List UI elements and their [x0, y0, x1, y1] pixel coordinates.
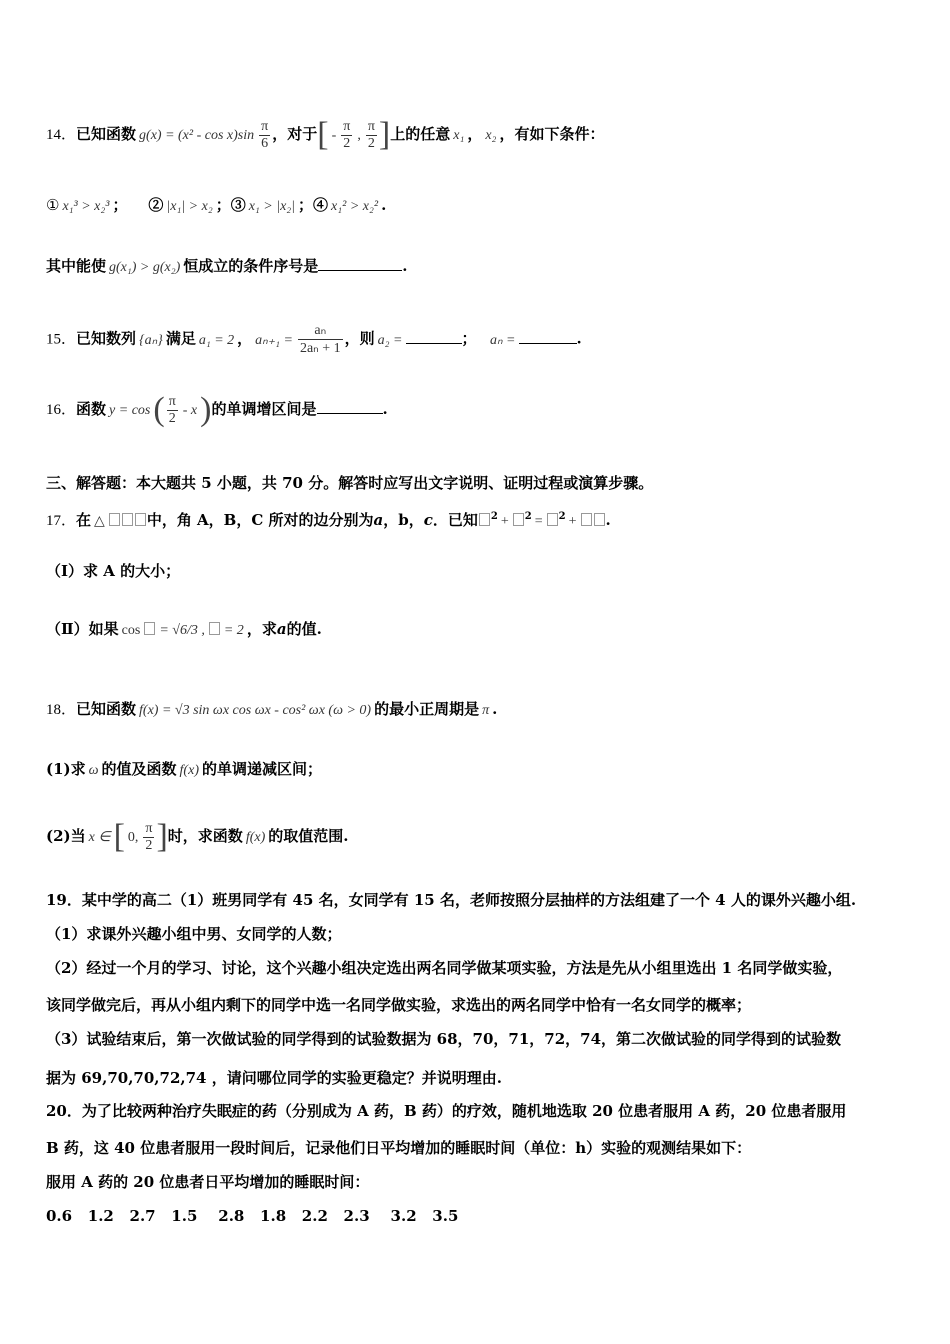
section3-heading: 三、解答题：本大题共 5 小题，共 70 分。解答时应写出文字说明、证明过程或演算步骤。	[46, 474, 654, 492]
q15-rec-top: aₙ	[298, 322, 343, 340]
q17-placeholder-box	[135, 513, 146, 526]
q17-placeholder-box	[581, 513, 592, 526]
q18-p2-fx: f(x)	[245, 830, 266, 845]
q16-frac-top: π	[168, 393, 176, 409]
q15-number: 15．	[46, 331, 77, 348]
q16-paren-open: (	[153, 391, 165, 428]
q14-interval-open: [	[317, 116, 329, 153]
q14-func-fraction	[259, 119, 270, 152]
q18-line	[46, 698, 497, 719]
q19-line4: 该同学做完后，再从小组内剩下的同学中选一名同学做实验，求选出的两名同学中恰有一名女同学的概率；	[46, 996, 752, 1014]
q16-frac-bot: 2	[168, 410, 176, 426]
q17-sup: 2	[490, 511, 498, 522]
q14-interval-close: ]	[378, 116, 391, 153]
q17-number: 17．	[46, 513, 77, 529]
q17-placeholder-box	[122, 513, 133, 526]
q14-opt2-mark: ②	[148, 196, 164, 214]
q18-end: .	[492, 700, 498, 718]
q18-suffix: 的最小正周期是	[374, 700, 480, 718]
q16-line	[46, 393, 388, 427]
q14-interval-top1: π	[343, 118, 351, 134]
q18-p2-pre: (2)当	[46, 827, 86, 845]
q14-end: ，有如下条件：	[499, 125, 605, 143]
q15-cond: 满足	[165, 329, 196, 348]
q14-mid: ，对于	[272, 125, 318, 143]
q14-opt2-end: ；③	[215, 196, 246, 214]
q15-comma: ，	[237, 329, 253, 348]
q17-part2-cos: cos	[121, 623, 141, 638]
q16-intro: 函数	[76, 400, 107, 418]
q16-end: .	[382, 400, 388, 418]
q15-line	[46, 322, 582, 357]
q14-x2: x₂	[485, 128, 497, 143]
q14-ask-post: 恒成立的条件序号是	[183, 257, 319, 275]
q20-line4: 0.6 1.2 2.7 1.5 2.8 1.8 2.2 2.3 3.2 3.5	[46, 1207, 459, 1225]
q14-function: g(x) = (x² - cos x)sin	[139, 128, 255, 143]
q18-p2-bracket-close: ]	[156, 818, 168, 855]
q17-a: a	[373, 511, 384, 529]
q18-func: f(x) = √3 sin ωx cos ωx - cos² ωx (ω > 0)	[139, 703, 372, 718]
q14-func-frac-top: π	[261, 118, 269, 134]
q14-interval-neg: -	[331, 128, 337, 143]
q14-interval-bot1: 2	[343, 135, 351, 151]
q15-rec-left: aₙ₊₁ =	[255, 332, 293, 348]
q18-number: 18．	[46, 702, 77, 718]
q15-a2: a₂ =	[377, 332, 403, 348]
q20-line3: 服用 A 药的 20 位患者日平均增加的睡眠时间：	[46, 1173, 370, 1191]
q17-placeholder-box	[547, 513, 558, 526]
q15-a1: a₁ = 2	[198, 332, 235, 348]
q17-part2	[46, 618, 322, 639]
q17-placeholder-box	[513, 513, 524, 526]
q14-intro: 已知函数	[76, 125, 137, 143]
q17-end: .	[605, 511, 611, 529]
q14-interval-frac2	[366, 119, 377, 152]
q14-opt4: x₁² > x₂²	[331, 199, 379, 214]
q17-equals: =	[534, 514, 543, 529]
q14-opt3-end: ；④	[298, 196, 329, 214]
q17-plus1: +	[500, 514, 509, 529]
q17-placeholder-box	[209, 622, 220, 635]
q19-line3: （2）经过一个月的学习、讨论，这个兴趣小组决定选出两名同学做某项实验，方法是先从小组里选出 1 名同学做实验，	[46, 959, 843, 977]
q18-p2-post: 的取值范围.	[268, 827, 349, 845]
q18-part1	[46, 758, 322, 779]
q15-an-blank	[519, 329, 577, 344]
q15-intro: 已知数列	[76, 329, 137, 348]
q17-part2-eq2: = 2	[223, 623, 244, 638]
q17-part1: （Ⅰ）求 A 的大小；	[46, 562, 181, 580]
q16-answer-blank	[317, 399, 383, 414]
q18-pi: π	[482, 703, 490, 718]
q17-part2-pre: （Ⅱ）如果	[46, 620, 119, 638]
q17-part2-a: a	[276, 620, 287, 638]
q17-c: c	[423, 511, 433, 529]
q18-p2-zero: 0,	[127, 830, 139, 845]
q18-p2-bot: 2	[145, 837, 153, 853]
q14-opt2: |x₁| > x₂	[166, 199, 213, 214]
q14-suffix: 上的任意	[390, 125, 451, 143]
q14-interval-bot2: 2	[367, 135, 375, 151]
q20-line2: B 药，这 40 位患者服用一段时间后，记录他们日平均增加的睡眠时间（单位：h）实验的观测结果如下：	[46, 1139, 752, 1157]
q14-ask-math: g(x₁) > g(x₂)	[109, 260, 181, 275]
q18-p1-fx: f(x)	[179, 763, 199, 778]
q14-x1: x₁	[453, 128, 465, 143]
q18-p2-bracket-open: [	[113, 818, 125, 855]
q19-line1: 19．某中学的高二（1）班男同学有 45 名，女同学有 15 名，老师按照分层抽样的方法组建了一个 4 人的课外兴趣小组.	[46, 891, 857, 909]
q15-seq: {aₙ}	[139, 332, 163, 348]
q17-placeholder-box	[109, 513, 120, 526]
q19-line2: （1）求课外兴趣小组中男、女同学的人数；	[46, 925, 342, 943]
q14-opt1-end: ；	[112, 196, 128, 214]
q17-placeholder-box	[479, 513, 490, 526]
q18-p1-pre: (1)求	[46, 760, 86, 778]
q14-opt1-mark: ①	[46, 198, 60, 214]
q15-rec-bot: 2aₙ + 1	[299, 341, 341, 356]
q15-rec-fraction	[298, 322, 343, 357]
q17-part2-post: ，求	[246, 620, 277, 638]
q18-p2-top: π	[145, 820, 153, 836]
q16-number: 16．	[46, 402, 77, 418]
q14-number: 14．	[46, 127, 77, 143]
q20-line1: 20．为了比较两种治疗失眠症的药（分别成为 A 药，B 药）的疗效，随机地选取 20 位患者服用 A 药，20 位患者服用	[46, 1102, 847, 1120]
q18-intro: 已知函数	[76, 700, 137, 718]
q15-a2-blank	[406, 329, 462, 344]
q17-mid: 中，角 A，B，C 所对的边分别为	[146, 511, 374, 529]
q18-p2-x: x ∈	[88, 830, 111, 845]
q14-func-frac-bot: 6	[261, 135, 269, 151]
q19-line6: 据为 69,70,70,72,74 ，请问哪位同学的实验更稳定？并说明理由.	[46, 1069, 502, 1087]
q18-p1-omega: ω	[88, 763, 99, 778]
q14-opt4-end: .	[381, 196, 387, 214]
q17-b: ，b，	[383, 511, 424, 529]
q16-paren-close: )	[200, 391, 212, 428]
q18-p2-fraction	[143, 821, 154, 854]
q15-semi: ；	[461, 329, 477, 348]
q14-sep: ，	[467, 125, 483, 143]
q14-interval-top2: π	[367, 118, 375, 134]
q17-triangle-symbol: △	[94, 514, 105, 529]
q17-pre: 在	[76, 511, 92, 529]
q14-opt1: x₁³ > x₂³	[62, 199, 110, 214]
q17-plus2: +	[568, 514, 577, 529]
q18-p2-mid: 时，求函数	[167, 827, 243, 845]
q17-part2-math: = √6/3 ,	[159, 623, 205, 638]
q14-ask-pre: 其中能使	[46, 257, 107, 275]
q17-placeholder-box	[594, 513, 605, 526]
q16-fraction	[167, 394, 178, 427]
q16-func: y = cos	[109, 403, 151, 418]
q14-interval-comma: ,	[357, 128, 361, 143]
q18-p1-post: 的单调递减区间；	[201, 760, 322, 778]
q17-part2-end: 的值.	[286, 620, 322, 638]
q18-part2	[46, 820, 348, 854]
q14-ask	[46, 255, 408, 276]
q14-options	[46, 194, 386, 215]
q14-opt3: x₁ > |x₂|	[248, 199, 296, 214]
q15-then: ，则	[344, 329, 375, 348]
q15-an: aₙ =	[489, 332, 516, 348]
q18-p1-mid: 的值及函数	[101, 760, 177, 778]
q17-line	[46, 509, 611, 530]
q14-line1	[46, 118, 604, 152]
q14-ask-end: .	[402, 257, 408, 275]
q17-known: ．已知	[432, 511, 478, 529]
q14-answer-blank	[318, 256, 402, 271]
q17-placeholder-box	[144, 622, 155, 635]
q19-line5: （3）试验结束后，第一次做试验的同学得到的试验数据为 68，70，71，72，74，第二次做试验的同学得到的试验数	[46, 1030, 842, 1048]
q17-sup: 2	[558, 511, 566, 522]
q16-suffix: 的单调增区间是	[211, 400, 317, 418]
q17-sup: 2	[524, 511, 532, 522]
q14-interval-frac1	[341, 119, 352, 152]
q16-minus-x: - x	[182, 403, 198, 418]
q15-end: .	[576, 329, 582, 348]
